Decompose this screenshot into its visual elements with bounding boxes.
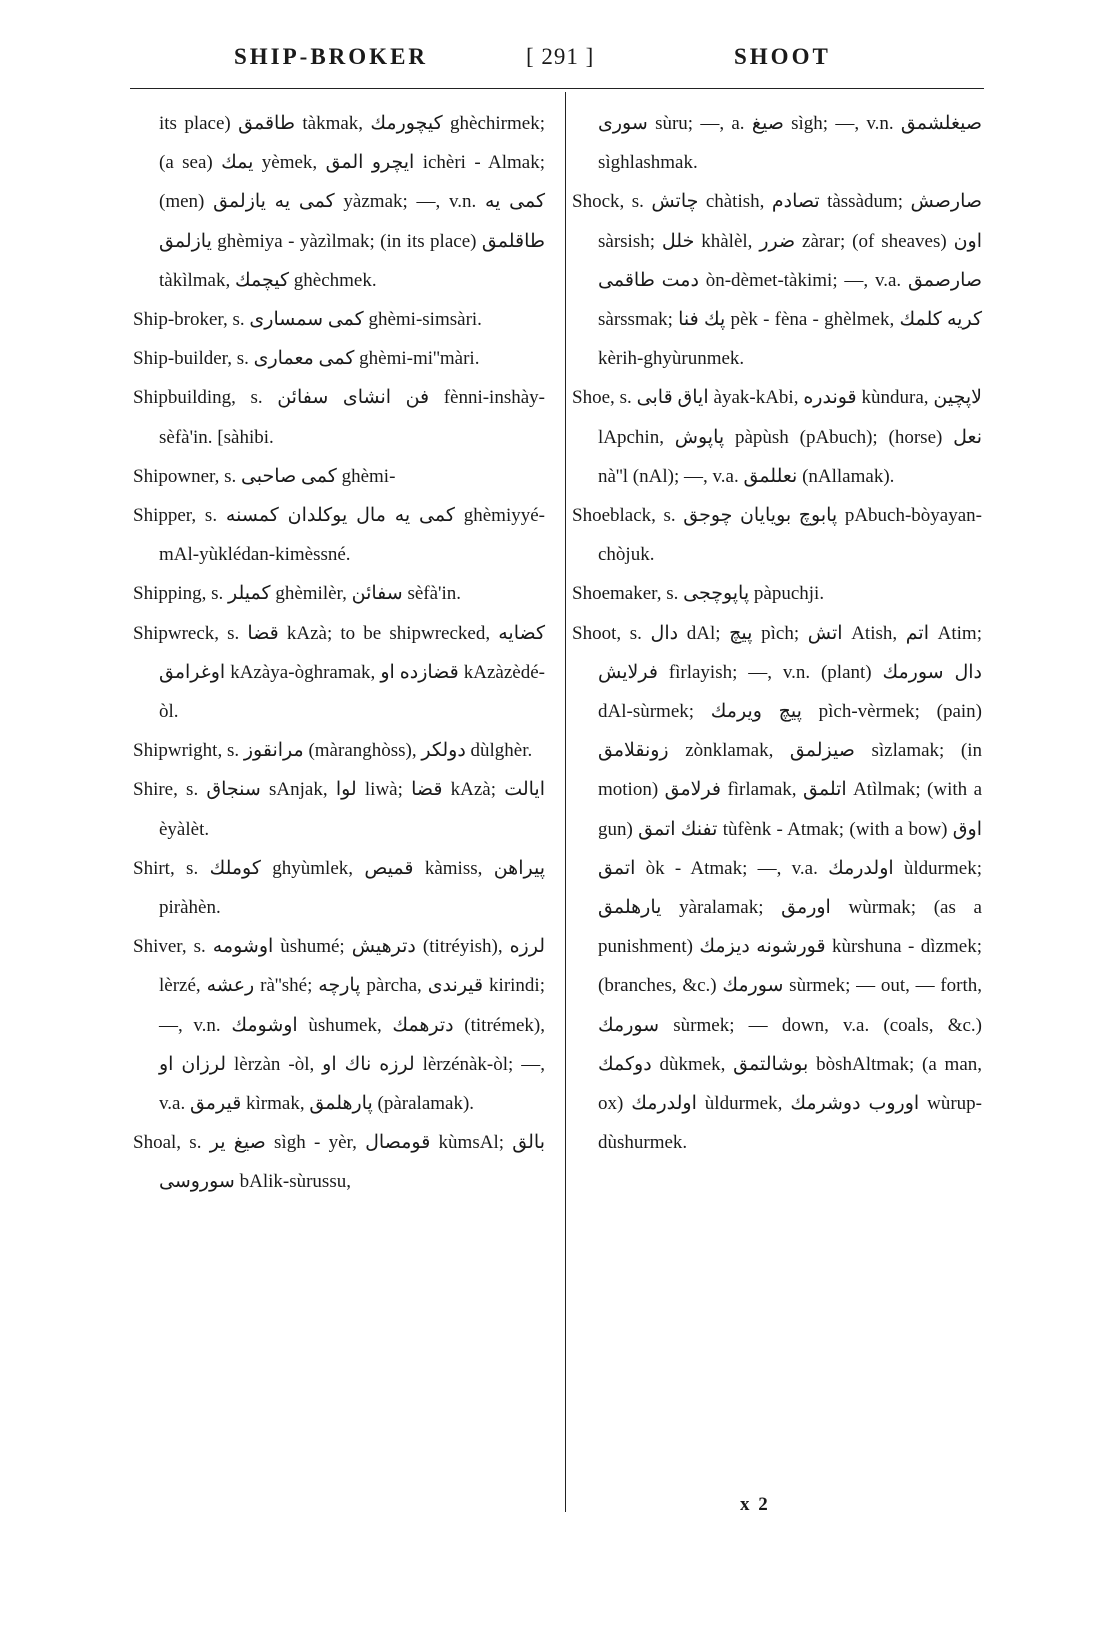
dictionary-entry: Ship-builder, s. كمى معمارى ghèmi-mi''màri. bbox=[133, 348, 480, 370]
dictionary-entry: Shire, s. سنجاق sAnjak, لوا liwà; قضا kAzà; ايالت èyàlèt. bbox=[133, 779, 545, 840]
header-rule bbox=[130, 88, 984, 89]
header-first-word: SHIP-BROKER bbox=[234, 44, 429, 69]
dictionary-entry: Shiver, s. اوشومه ùshumé; دترهيش (titréyish), لرزه lèrzé, رعشه rà''shé; پارچه pàrcha, قيرندى kirindi; —, v.n. اوشومك ùshumek, دترهمك (titrémek), لرزان او lèrzàn -òl, لرزه ناك او lèrzénàk-òl; —, v.a. قيرمق kìrmak, پارهلمق (pàralamak). bbox=[133, 936, 546, 1115]
dictionary-entry: Shipwreck, s. قضا kAzà; to be shipwrecked, كضايه اوغرامق kAzàya-òghramak, قضازده او kAzàzèdé-òl. bbox=[133, 622, 546, 723]
dictionary-entry: Shipping, s. كميلر ghèmilèr, سفائن sèfà'in. bbox=[133, 583, 461, 605]
dictionary-entry: سورى sùru; —, a. صيغ sìgh; —, v.n. صيغلشمق sìghlashmak. bbox=[598, 113, 983, 174]
dictionary-entry: Shipper, s. كمى يه مال يوكلدان كمسنه ghèmiyyé-mAl-yùklédan-kimèssné. bbox=[133, 505, 545, 566]
dictionary-entry: Ship-broker, s. كمى سمسارى ghèmi-simsàri. bbox=[133, 309, 482, 331]
dictionary-entry: Shoeblack, s. پابوچ بويايان چوجق pAbuch-bòyayan-chòjuk. bbox=[572, 505, 982, 566]
page-header bbox=[130, 44, 990, 80]
dictionary-entry: Shipwright, s. مرانقوز (màranghòss), دولكر dùlghèr. bbox=[133, 740, 533, 762]
left-column bbox=[133, 104, 545, 1202]
dictionary-entry: Shoe, s. اياق قابى àyak-kAbi, قوندره kùndura, لاپچين lApchin, پاپوش pàpùsh (pAbuch); (horse) نعل nà''l (nAl); —, v.a. نعللمق (nAllamak). bbox=[572, 387, 982, 487]
column-divider bbox=[565, 92, 566, 1512]
dictionary-entry: Shock, s. چاتش chàtish, تصادم tàssàdum; صارصش sàrsish; خلل khàlèl, ضرر zàrar; (of sheaves) اون دمت طاقمى òn-dèmet-tàkimi; —, v.a. صارصمق sàrssmak; پك فنا pèk - fèna - ghèlmek, كريه كلمك kèrih-ghyùrunmek. bbox=[572, 191, 982, 370]
dictionary-entry: Shoal, s. صيغ ير sìgh - yèr, قومصال kùmsAl; بالق سوروسى bAlik-sùrussu, bbox=[133, 1132, 546, 1193]
dictionary-entry: Shipbuilding, s. فن انشاى سفائن fènni-inshày-sèfà'in. [sàhibi. bbox=[133, 387, 545, 448]
dictionary-entry: Shipowner, s. كمى صاحبى ghèmi- bbox=[133, 465, 396, 487]
header-last-word: SHOOT bbox=[734, 44, 831, 69]
right-column bbox=[572, 104, 982, 1162]
dictionary-entry: its place) طاقمق tàkmak, كيچورمك ghèchirmek; (a sea) يمك yèmek, ايچرو المق ichèri - Almak; (men) كمى يه يازلمق yàzmak; —, v.n. كمى يه يازلمق ghèmiya - yàzìlmak; (in its place) طاقلمق tàkìlmak, كيچمك ghèchmek. bbox=[159, 113, 546, 291]
dictionary-entry: Shirt, s. كوملك ghyùmlek, قميص kàmiss, پيراهن piràhèn. bbox=[133, 857, 545, 919]
dictionary-entry: Shoot, s. دال dAl; پيچ pìch; اتش Atish, اتم Atim; فرلايش fìrlayish; —, v.n. (plant) دال سورمك dAl-sùrmek; پيچ ويرمك pìch-vèrmek; (pain) زونقلامق zònklamak, صيزلمق sìzlamak; (in motion) فرلامق fìrlamak, اتلمق Atìlmak; (with a gun) تفنك اتمق tùfènk - Atmak; (with a bow) اوق اتمق òk - Atmak; —, v.a. اولدرمك ùldurmek; يارهلمق yàralamak; اورمق wùrmak; (as a punishment) قورشونه ديزمك kùrshuna - dìzmek; (branches, &c.) سورمك sùrmek; — out, — forth, سورمك sùrmek; — down, v.a. (coals, &c.) دوكمك dùkmek, بوشالتمق bòshAltmak; (a man, ox) اولدرمك ùldurmek, اوروب دوشرمك wùrup-dùshurmek. bbox=[572, 622, 983, 1154]
page-number: [ 291 ] bbox=[526, 44, 595, 69]
signature-mark: x 2 bbox=[740, 1494, 770, 1515]
dictionary-entry: Shoemaker, s. پاپوچجى pàpuchji. bbox=[572, 583, 825, 605]
